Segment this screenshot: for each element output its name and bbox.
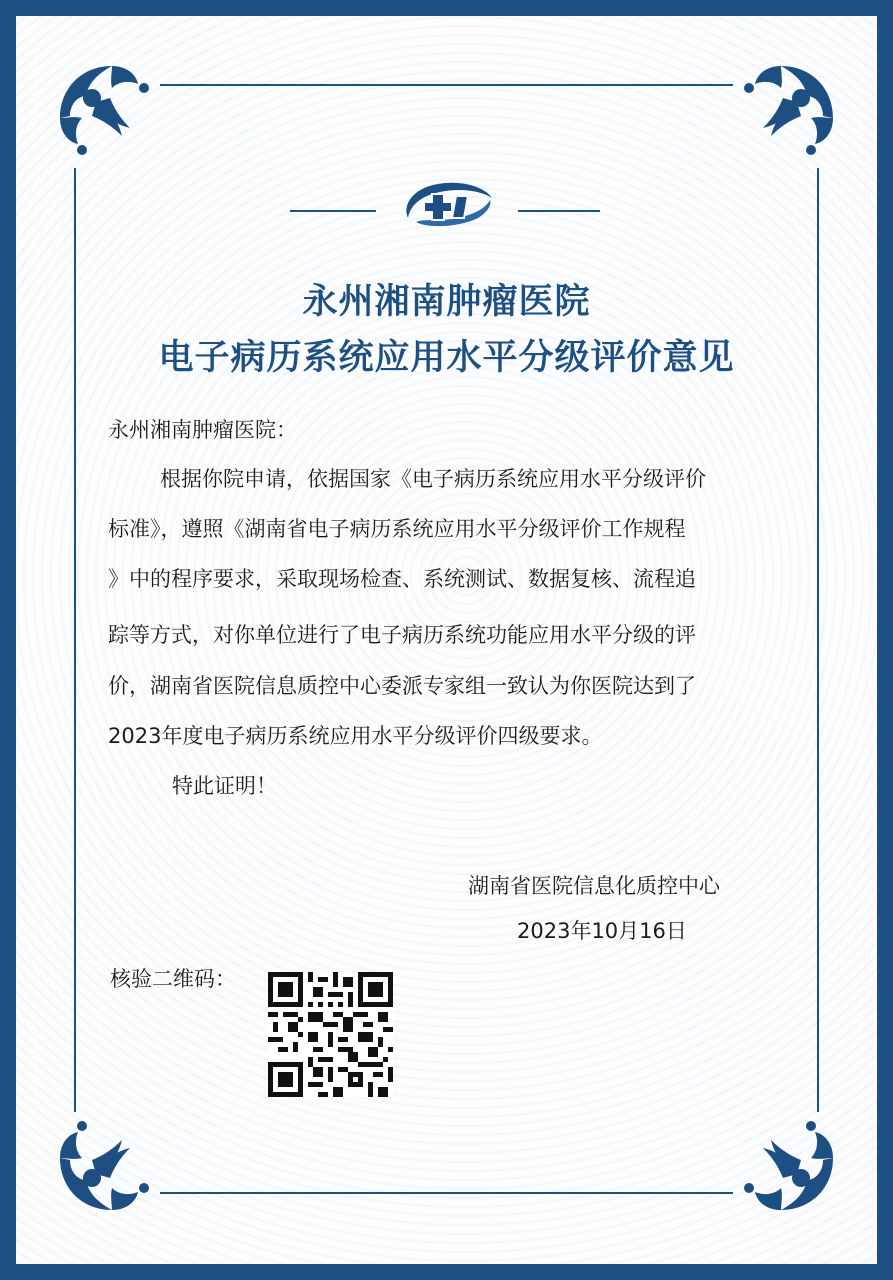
body-line: 2023年度电子病历系统应用水平分级评价四级要求。	[108, 724, 603, 748]
frame-line-bottom	[160, 1192, 733, 1194]
body-line: 根据你院申请，依据国家《电子病历系统应用水平分级评价	[160, 467, 706, 491]
logo-line-right	[518, 210, 600, 212]
salutation: 永州湘南肿瘤医院：	[108, 418, 297, 442]
frame-line-top	[160, 84, 733, 86]
corner-ornament-top-left-icon	[52, 58, 162, 168]
closing-statement: 特此证明！	[172, 774, 277, 798]
corner-ornament-top-right-icon	[731, 58, 841, 168]
qr-code-icon	[268, 972, 393, 1097]
body-line: 》中的程序要求，采取现场检查、系统测试、数据复核、流程追	[108, 567, 696, 591]
title-hospital-name: 永州湘南肿瘤医院	[302, 282, 591, 322]
corner-ornament-bottom-left-icon	[52, 1108, 162, 1218]
body-line: 价，湖南省医院信息质控中心委派专家组一致认为你医院达到了	[108, 674, 696, 698]
hospital-cross-logo-icon	[398, 178, 496, 230]
title-evaluation-opinion: 电子病历系统应用水平分级评价意见	[158, 338, 735, 378]
issuer-name: 湖南省医院信息化质控中心	[468, 874, 720, 898]
body-line: 踪等方式，对你单位进行了电子病历系统功能应用水平分级的评	[108, 623, 696, 647]
body-line: 标准》，遵照《湖南省电子病历系统应用水平分级评价工作规程	[108, 517, 686, 541]
corner-ornament-bottom-right-icon	[731, 1108, 841, 1218]
qr-label: 核验二维码：	[110, 967, 236, 991]
issue-date: 2023年10月16日	[517, 919, 687, 943]
logo-line-left	[290, 210, 376, 212]
